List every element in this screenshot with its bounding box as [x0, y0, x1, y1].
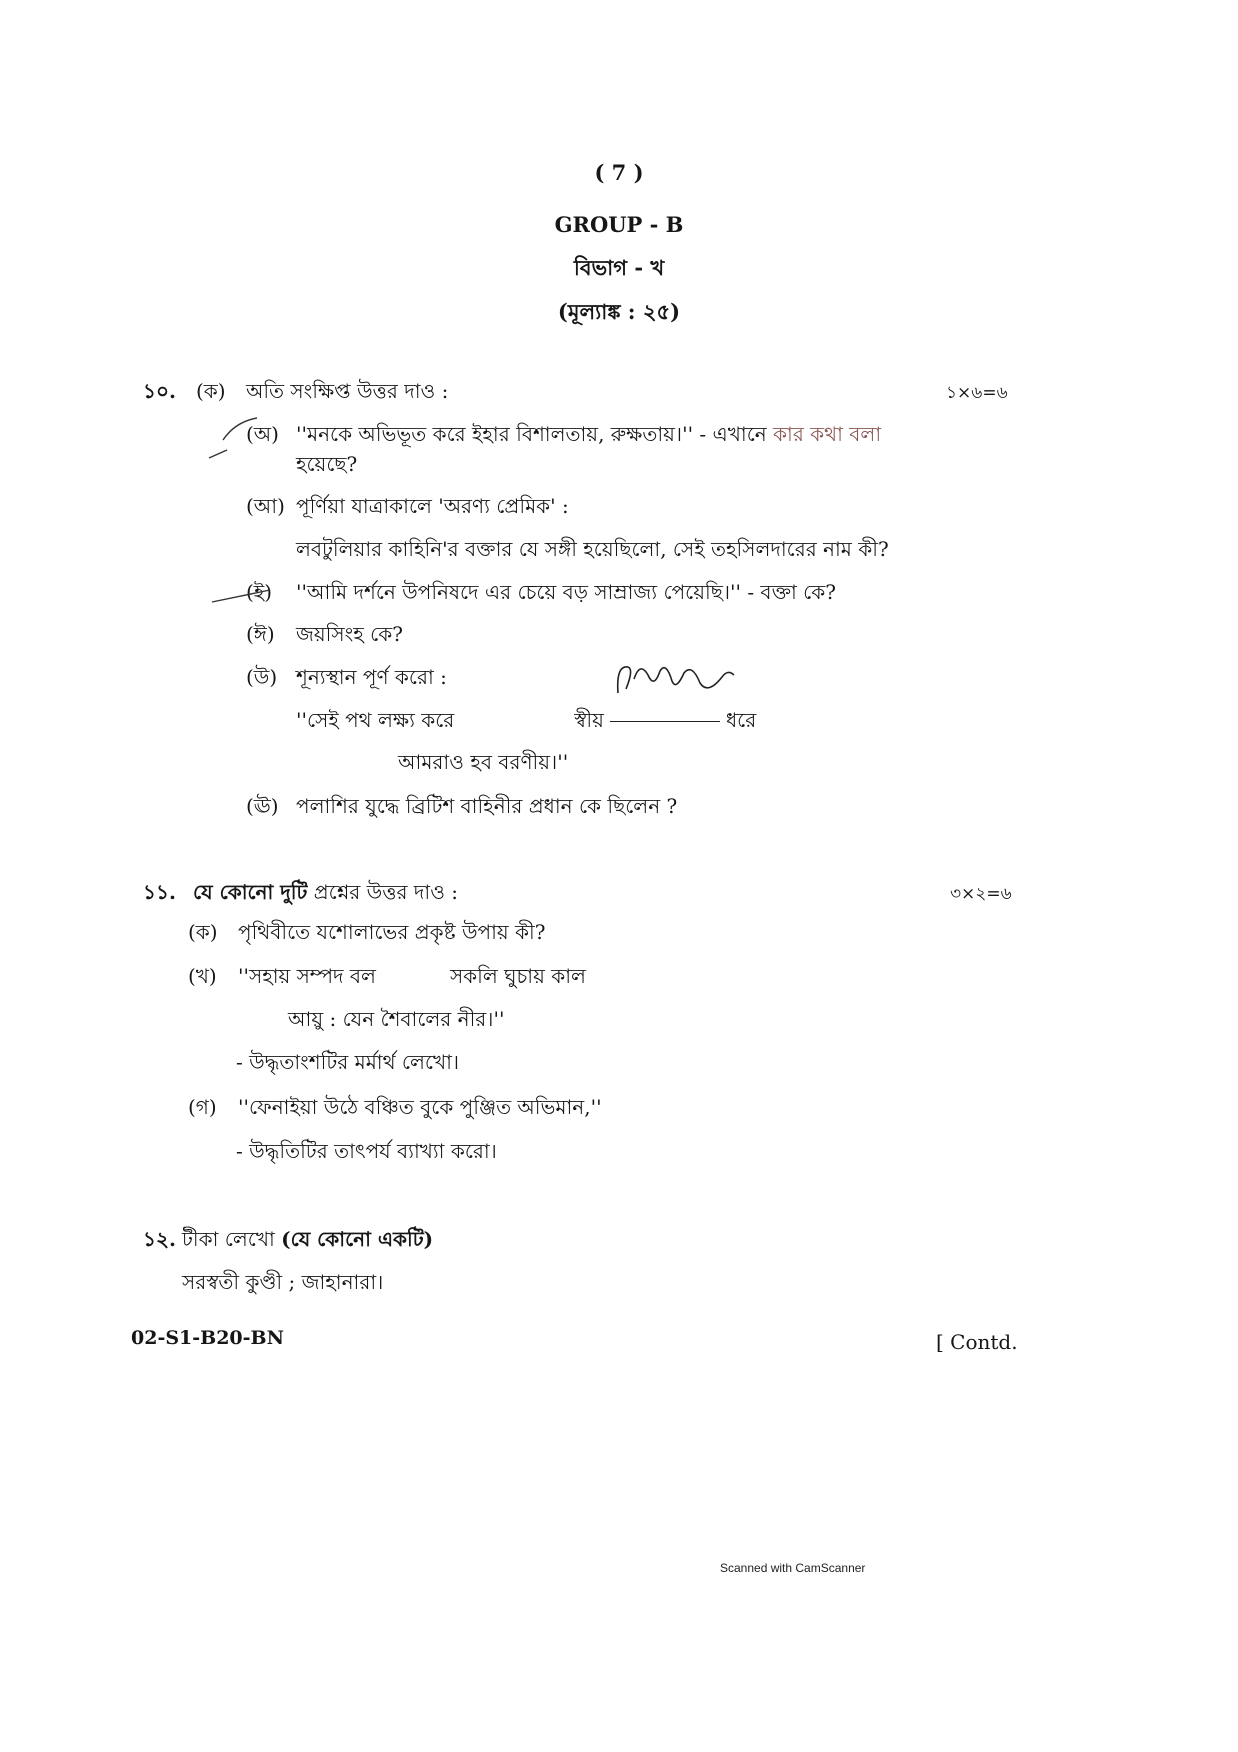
q11-marks: ৩×২=৬	[950, 884, 1012, 904]
q12-instruction: টীকা লেখো (যে কোনো একটি)	[182, 1227, 434, 1251]
q10-item-text: জয়সিংহ কে?	[296, 622, 403, 646]
q10-number: ১০.	[143, 379, 176, 403]
q11-item-task: - উদ্ধৃতাংশটির মর্মার্থ লেখো।	[236, 1050, 460, 1074]
scanner-watermark: Scanned with CamScanner	[720, 1561, 866, 1575]
q11-item-text: ''ফেনাইয়া উঠে বঞ্চিত বুকে পুঞ্জিত অভিমান,''	[238, 1095, 602, 1119]
q11-item-task: - উদ্ধৃতিটির তাৎপর্য ব্যাখ্যা করো।	[236, 1139, 497, 1163]
q10-item-label: (ঊ)	[246, 794, 279, 818]
q11-item-text: পৃথিবীতে যশোলাভের প্রকৃষ্ট উপায় কী?	[238, 920, 546, 944]
q10-item-label: (আ)	[246, 494, 285, 518]
q11-item-label: (খ)	[188, 964, 217, 988]
q10-item-text-cont: লবটুলিয়ার কাহিনি'র বক্তার যে সঙ্গী হয়েছিলো, সেই তহসিলদারের নাম কী?	[296, 537, 889, 561]
division-heading: বিভাগ - খ	[573, 255, 665, 280]
fill-in-blank	[610, 721, 720, 722]
full-marks: (মূল্যাঙ্ক : ২৫)	[557, 299, 681, 324]
q10-item-text: ''আমি দর্শনে উপনিষদে এর চেয়ে বড় সাম্রাজ্য পেয়েছি।'' - বক্তা কে?	[296, 580, 836, 604]
q10-item-text: ''মনকে অভিভূত করে ইহার বিশালতায়, রুক্ষতায়।'' - এখানে কার কথা বলা	[296, 422, 882, 446]
q10-item-label: (অ)	[246, 422, 279, 446]
group-heading: GROUP - B	[554, 212, 684, 237]
q11-item-label: (গ)	[188, 1095, 217, 1119]
paper-code: 02-S1-B20-BN	[131, 1327, 284, 1349]
q11-item-text: ''সহায় সম্পদ বল সকলি ঘুচায় কাল	[238, 964, 586, 988]
q12-options: সরস্বতী কুণ্ডী ; জাহানারা।	[182, 1270, 384, 1294]
q10-part-label: (ক)	[196, 379, 226, 403]
q11-instruction: যে কোনো দুটি প্রশ্নের উত্তর দাও :	[193, 880, 459, 904]
check-mark-icon	[205, 412, 265, 462]
q10-item-label: (উ)	[246, 665, 278, 689]
q10-marks: ১×৬=৬	[946, 383, 1008, 403]
q11-item-text-cont: আয়ু : যেন শৈবালের নীর।''	[288, 1007, 505, 1031]
q10-item-text-cont: হয়েছে?	[296, 452, 358, 476]
q11-number: ১১.	[143, 880, 176, 904]
q10-item-text: পূর্ণিয়া যাত্রাকালে 'অরণ্য প্রেমিক' :	[296, 494, 569, 518]
page-number: ( 7 )	[594, 160, 644, 185]
q10-fill-line: ''সেই পথ লক্ষ্য করে স্বীয় ধরে	[296, 708, 757, 732]
check-mark-icon	[210, 580, 280, 610]
q12-number: ১২.	[143, 1227, 176, 1251]
q10-item-label: (ই)	[246, 580, 273, 604]
continued-note: [ Contd.	[936, 1330, 1018, 1354]
q11-item-label: (ক)	[188, 920, 218, 944]
q10-instruction: অতি সংক্ষিপ্ত উত্তর দাও :	[246, 379, 449, 403]
handwritten-signature-icon	[610, 655, 740, 700]
q10-item-text: পলাশির যুদ্ধে ব্রিটিশ বাহিনীর প্রধান কে ছিলেন ?	[296, 794, 678, 818]
q10-item-text: শূন্যস্থান পূর্ণ করো :	[296, 665, 447, 689]
q10-item-label: (ঈ)	[246, 622, 275, 646]
q10-fill-line-cont: আমরাও হব বরণীয়।''	[398, 750, 569, 774]
